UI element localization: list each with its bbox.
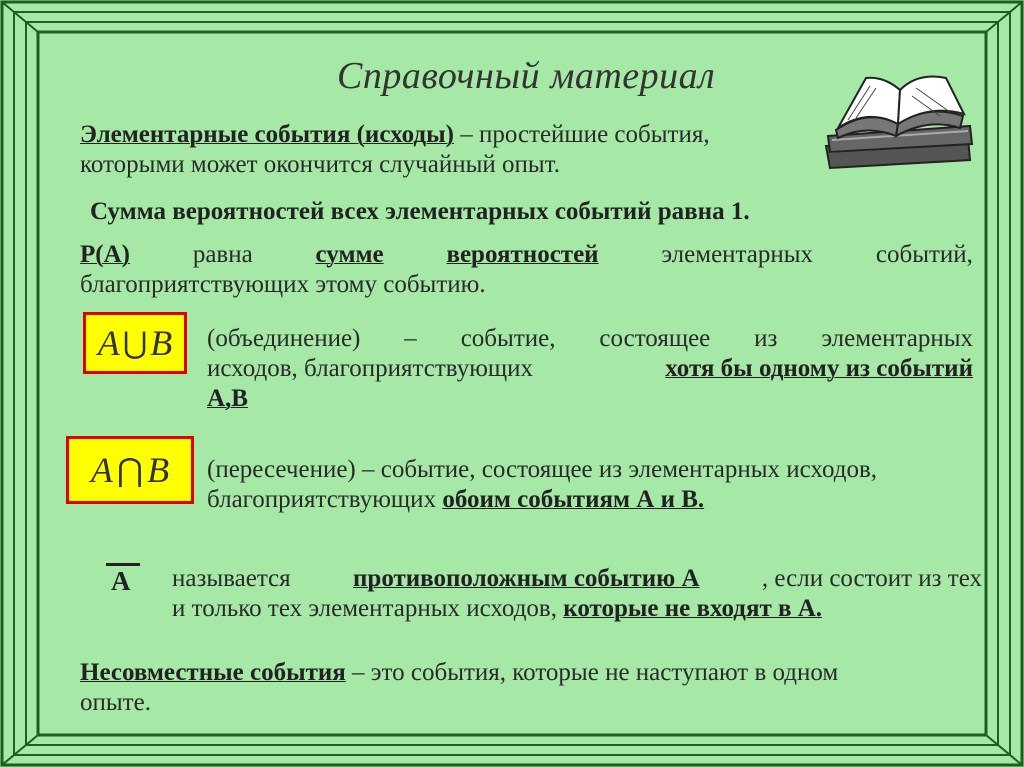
incompatible-line-1 bbox=[80, 658, 960, 688]
union-line-2-bold: хотя бы одному из событий bbox=[665, 355, 973, 382]
union-symbol-box bbox=[83, 312, 187, 374]
page-title: Справочный материал bbox=[337, 55, 716, 97]
intersection-line-2-bold: обоим событиям А и В. bbox=[442, 486, 705, 513]
incompatible-line-2: опыте. bbox=[80, 689, 151, 716]
elementary-line-1 bbox=[80, 120, 820, 150]
union-line-3-bold: А,В bbox=[207, 385, 248, 412]
probability-definition bbox=[80, 240, 973, 300]
intersection-symbol-box bbox=[66, 436, 194, 504]
pa-line-2: благоприятствующих этому событию. bbox=[80, 271, 486, 298]
complement-line-2-plain: и только тех элементарных исходов, bbox=[172, 595, 564, 622]
union-right-operand: B bbox=[150, 323, 173, 363]
intersection-operator: ⋂ bbox=[116, 452, 144, 488]
intersection-right-operand: B bbox=[147, 450, 170, 490]
open-book-icon bbox=[818, 68, 978, 178]
pa-word-3: сумме bbox=[315, 241, 384, 268]
union-line-3 bbox=[207, 384, 973, 414]
complement-line-1-bold: противоположным событию А bbox=[353, 565, 700, 592]
complement-line-2 bbox=[172, 594, 982, 624]
union-definition bbox=[207, 324, 973, 414]
incompatible-line-1-rest: – это события, которые не наступают в одном bbox=[345, 659, 839, 686]
intersection-left-operand: A bbox=[90, 450, 113, 490]
intersection-line-2 bbox=[207, 485, 977, 515]
pa-word-5: элементарных bbox=[661, 241, 814, 268]
complement-line-1-rest: , если состоит из тех bbox=[761, 565, 982, 592]
pa-line-1 bbox=[80, 240, 973, 270]
sum-rule bbox=[90, 197, 970, 227]
complement-line-1 bbox=[172, 564, 982, 594]
elementary-events-definition bbox=[80, 120, 820, 180]
incompatible-events-definition bbox=[80, 658, 960, 718]
union-left-operand: A bbox=[97, 323, 120, 363]
incompatible-term: Несовместные события bbox=[80, 659, 346, 686]
union-line-1: (объединение) – событие, состоящее из элементарных bbox=[207, 325, 973, 352]
elementary-def-rest: – простейшие события, bbox=[453, 121, 710, 148]
complement-line-1-plain: называется bbox=[172, 565, 291, 592]
pa-word-4: вероятностей bbox=[446, 241, 599, 268]
elementary-line-2: которыми может окончится случайный опыт. bbox=[80, 151, 560, 178]
union-operator: ⋃ bbox=[122, 326, 148, 360]
intersection-line-2-plain: благоприятствующих bbox=[207, 486, 443, 513]
complement-letter: А bbox=[111, 566, 131, 596]
complement-definition bbox=[172, 564, 982, 624]
complement-line-2-bold: которые не входят в А. bbox=[563, 595, 823, 622]
intersection-line-1: (пересечение) – событие, состоящее из элементарных исходов, bbox=[207, 456, 878, 483]
pa-word-6: событий, bbox=[875, 241, 973, 268]
union-line-2 bbox=[207, 354, 973, 384]
sum-rule-text: Сумма вероятностей всех элементарных событий равна 1. bbox=[90, 198, 750, 225]
pa-word-2: равна bbox=[192, 241, 253, 268]
pa-term: Р(А) bbox=[80, 241, 130, 268]
union-line-2-plain: исходов, благоприятствующих bbox=[207, 355, 534, 382]
intersection-definition bbox=[207, 455, 977, 515]
elementary-term: Элементарные события (исходы) bbox=[80, 121, 454, 148]
